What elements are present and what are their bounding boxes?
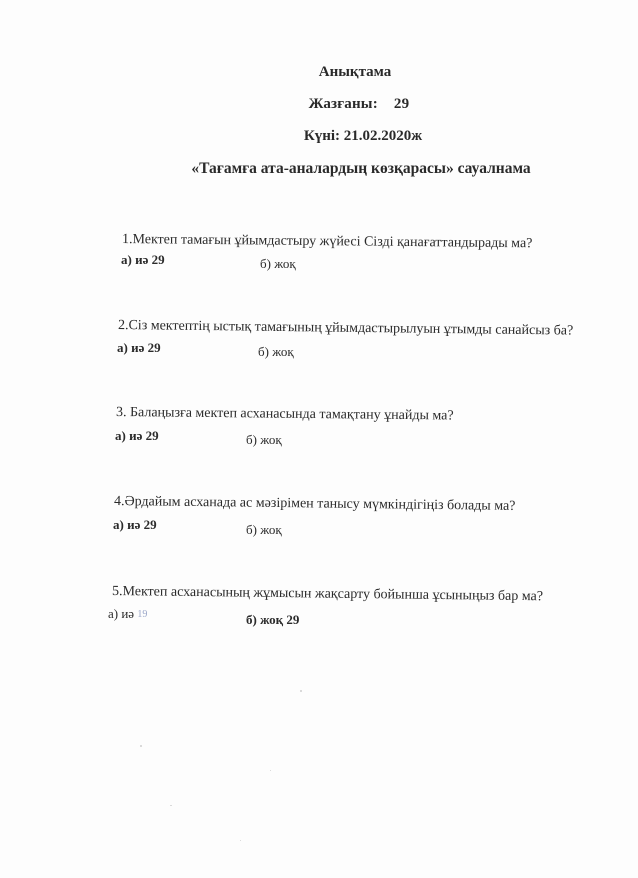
- question-5-text: 5.Мектеп асханасының жұмысын жақсарту бойынша ұсыныңыз бар ма?: [111, 584, 544, 605]
- survey-title: «Тағамға ата-аналардың көзқарасы» сауалнама: [191, 160, 531, 177]
- question-3-text: 3. Балаңызға мектеп асханасында тамақтану ұнайды ма?: [115, 405, 454, 424]
- question-2-answer-yes: а) иә 29: [117, 340, 161, 355]
- question-2-text: 2.Сіз мектептің ыстық тамағының ұйымдастырылуын ұтымды санайсыз ба?: [117, 318, 574, 339]
- document-date: Күні: 21.02.2020ж: [303, 128, 423, 144]
- written-label: Жазғаны:: [308, 96, 378, 112]
- written-count: 29: [393, 96, 410, 112]
- question-1-answer-yes: а) иә 29: [121, 252, 165, 267]
- question-4-answer-no: б) жоқ: [246, 522, 282, 537]
- question-4-answer-yes: а) иә 29: [113, 517, 157, 532]
- document-title: Анықтама: [318, 64, 392, 80]
- scan-speck: [270, 770, 271, 771]
- question-5-faint-mark: 19: [137, 609, 148, 620]
- question-3-answer-yes: а) иә 29: [115, 428, 159, 443]
- question-1-answer-no: б) жоқ: [260, 256, 296, 271]
- scan-speck: [170, 805, 172, 806]
- written-count-line: [40, 96, 638, 113]
- question-5-answer-no: б) жоқ 29: [246, 612, 300, 627]
- scan-speck: [140, 745, 142, 747]
- question-2-answer-no: б) жоқ: [258, 344, 294, 359]
- scan-speck: [300, 690, 302, 692]
- question-5-answer-yes: а) иә 19: [108, 606, 148, 621]
- question-3-answer-no: б) жоқ: [246, 432, 282, 447]
- question-1-text: 1.Мектеп тамағын ұйымдастыру жүйесі Сізді қанағаттандырады ма?: [121, 232, 533, 252]
- scan-speck: [240, 840, 241, 841]
- question-4-text: 4.Әрдайым асханада ас мәзірімен танысу мүмкіндігіңіз болады ма?: [113, 494, 516, 514]
